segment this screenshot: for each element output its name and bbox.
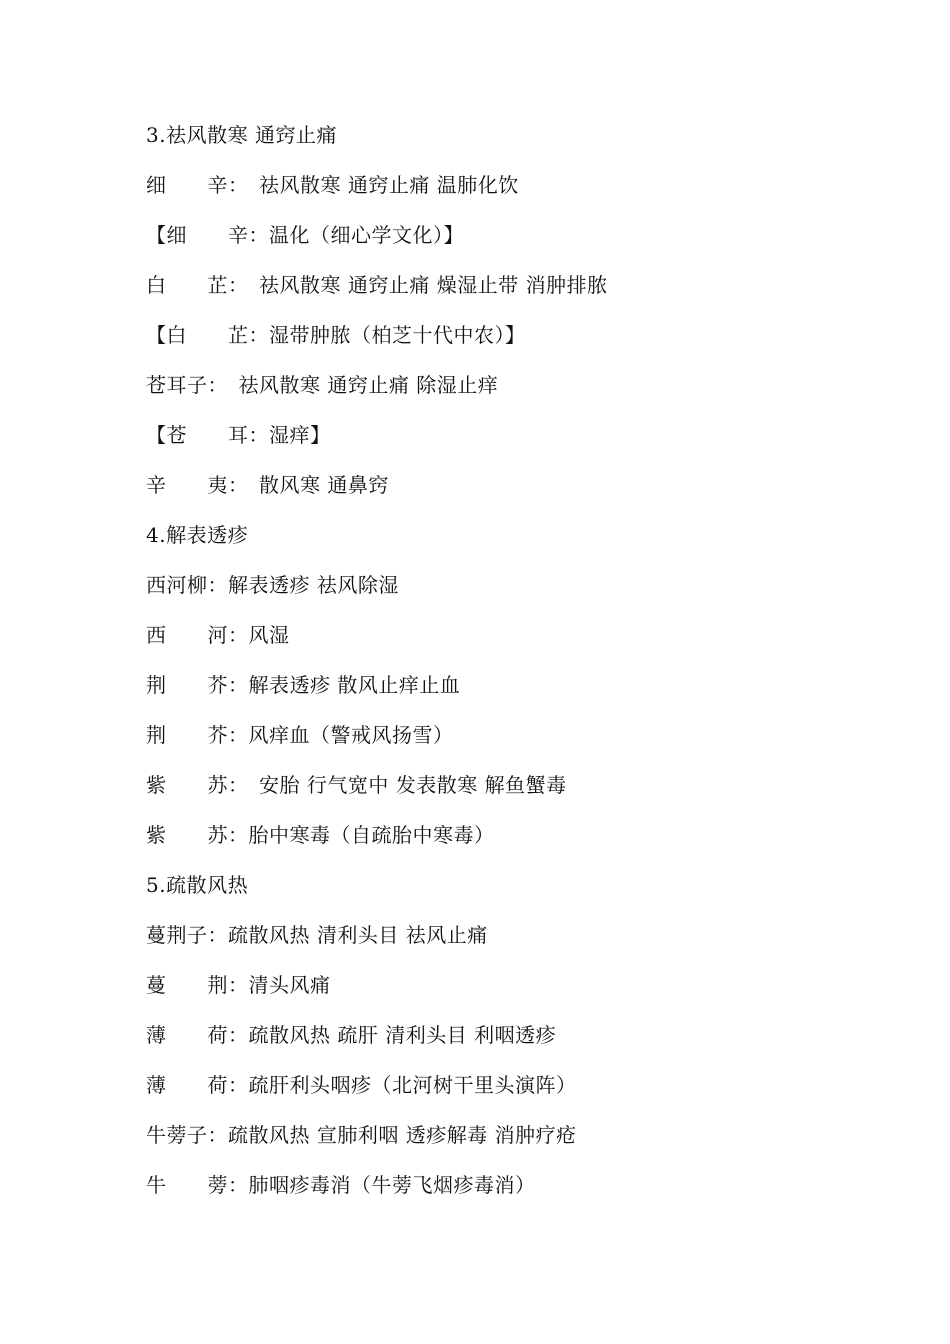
- mnemonic-line: 【细 辛：温化（细心学文化）】: [146, 223, 464, 247]
- herb-entry: 荆 芥：解表透疹 散风止痒止血: [146, 673, 461, 697]
- herb-entry: 牛蒡子：疏散风热 宣肺利咽 透疹解毒 消肿疗疮: [146, 1123, 577, 1147]
- mnemonic-line: 【白 芷：湿带肿脓（柏芝十代中农）】: [146, 323, 526, 347]
- herb-entry: 细 辛： 祛风散寒 通窍止痛 温肺化饮: [146, 173, 519, 197]
- herb-entry: 西河柳：解表透疹 祛风除湿: [146, 573, 399, 597]
- herb-entry: 辛 夷： 散风寒 通鼻窍: [146, 473, 389, 497]
- mnemonic-line: 牛 蒡：肺咽疹毒消（牛蒡飞烟疹毒消）: [146, 1173, 536, 1197]
- herb-entry: 苍耳子： 祛风散寒 通窍止痛 除湿止痒: [146, 373, 499, 397]
- mnemonic-line: 荆 芥：风痒血（警戒风扬雪）: [146, 723, 454, 747]
- herb-entry: 白 芷： 祛风散寒 通窍止痛 燥湿止带 消肿排脓: [146, 273, 608, 297]
- mnemonic-line: 蔓 荆：清头风痛: [146, 973, 331, 997]
- section-heading: 4.解表透疹: [146, 523, 249, 547]
- mnemonic-line: 紫 苏：胎中寒毒（自疏胎中寒毒）: [146, 823, 495, 847]
- herb-entry: 薄 荷：疏散风热 疏肝 清利头目 利咽透疹: [146, 1023, 557, 1047]
- mnemonic-line: 薄 荷：疏肝利头咽疹（北河树干里头演阵）: [146, 1073, 577, 1097]
- herb-entry: 蔓荆子：疏散风热 清利头目 祛风止痛: [146, 923, 488, 947]
- mnemonic-line: 【苍 耳：湿痒】: [146, 423, 331, 447]
- section-heading: 3.祛风散寒 通窍止痛: [146, 123, 337, 147]
- section-heading: 5.疏散风热: [146, 873, 249, 897]
- mnemonic-line: 西 河：风湿: [146, 623, 290, 647]
- herb-entry: 紫 苏： 安胎 行气宽中 发表散寒 解鱼蟹毒: [146, 773, 567, 797]
